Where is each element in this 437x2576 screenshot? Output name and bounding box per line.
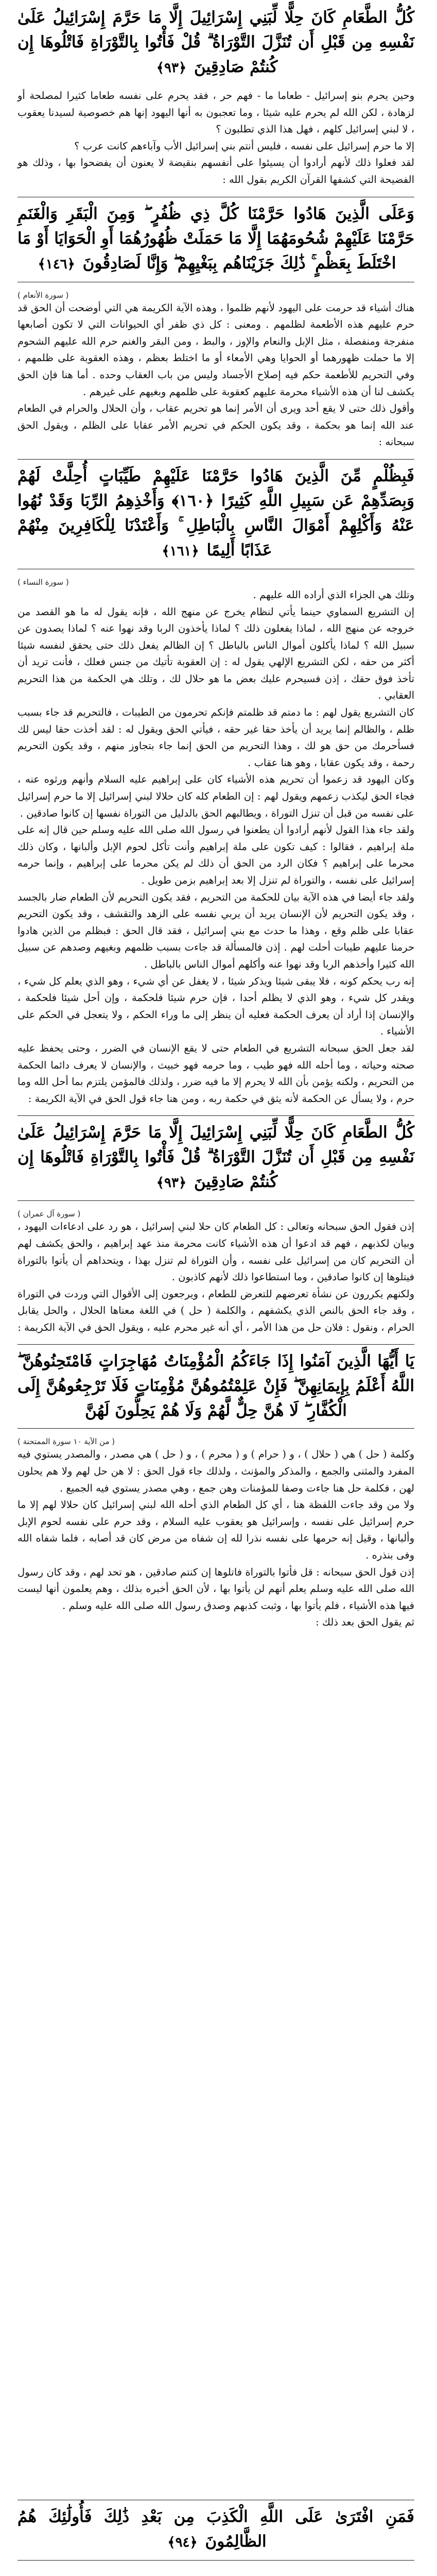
sura-reference: ( سورة الأنعام ) — [18, 290, 69, 300]
sura-reference: ( سورة آل عمران ) — [18, 1209, 81, 1219]
paragraph: وحين يحرم بنو إسرائيل - طعاما ما - فهم حر ، فقد يحرم على نفسه طعاما كثيرا لمصلحة أو لزهادة ، لكن الله لم يحرم عليه شيئا ، وما تعجبون به أنها اليهود إنها هم خصوصية لسيدنا يعقوب ، لا لبني إسرائيل كلهم ، فهل هذا الذي تطلبون ؟ — [18, 90, 414, 135]
paragraph: هناك أشياء قد حرمت على اليهود لأنهم ظلموا ، وهذه الآية الكريمة هي التي أوضحت أن الحق قد حرم عليهم هذه الأطعمة لظلمهم . ومعنى : كل ذي ظفر أي الحيوانات التي لا تكون أصابعها منفرجة ومنفصلة ، مثل الإبل والنعام والإوز ، والبط ، ومن البقر والغنم حرم الله عليهم الشحوم إلا ما حملت ظهورهما أو الحوايا وهي الأمعاء أو ما اختلط بعظم ، وهذه العقوبة على ظلمهم ، وفي التحريم للأطعمة حكم فيه إصلاح الأجساد وليس من باب العقاب وحده . أما هنا فإن الحق يكشف لنا أن هذه الأشياء محرمة عليهم كعقوبة على ظلمهم وبغيهم على غيرهم . — [18, 301, 414, 398]
paragraph: ولا من وقد جاءت اللفظة هنا ، أي كل الطعام الذي أحله الله لبني إسرائيل كان حلالا لهم إلا ما حرم إسرائيل على نفسه ، وإسرائيل هو يعقوب عليه السلام ، وقد حرم على نفسه لحوم الإبل وألبانها ، وقيل إنه حرمها على نفسه نذرا لله إن شفاه من مرض كان قد أصابه ، فلما شفاه الله وفى بنذره . — [18, 1499, 414, 1562]
verse-text: وَعَلَى الَّذِينَ هَادُوا حَرَّمْنَا كُلَّ ذِي ظُفُرٍ ۖ وَمِنَ الْبَقَرِ وَالْغَنَمِ حَرَّمْنَا عَلَيْهِمْ شُحُومَهُمَا إِلَّا مَا حَمَلَتْ ظُهُورُهُمَا أَوِ الْحَوَايَا أَوْ مَا اخْتَلَطَ بِعَظْمٍ ۚ ذَٰلِكَ جَزَيْنَاهُم بِبَغْيِهِمْ ۖ وَإِنَّا لَصَادِقُونَ — [18, 204, 414, 273]
ayah-number: ﴿٩٣﴾ — [156, 60, 187, 76]
ayah-number: ﴿١٦١﴾ — [162, 543, 199, 559]
paragraph: ولقد جاء أيضا في هذه الآية بيان للحكمة من التحريم ، فقد يكون التحريم لأن الطعام ضار بالجسد ، وقد يكون التحريم لأن الإنسان يريد أن يربي نفسه على الزهد والتقشف ، وقد يكون التحريم عقابا على ظلم وقع ، وهذا ما حدث مع بني إسرائيل ، فقد قال الحق : فبظلم من الذين هادوا حرمنا عليهم طيبات أحلت لهم . إذن فالمسألة قد جاءت بسبب ظلمهم وبغيهم وصدهم عن سبيل الله كثيرا وأخذهم الربا وقد نهوا عنه وأكلهم أموال الناس بالباطل . — [18, 891, 414, 970]
paragraph: إلا ما حرم إسرائيل على نفسه ، فليس أنتم بني إسرائيل الأب وآباءهم كانت عرب ؟ — [74, 140, 414, 152]
paragraph: كان التشريع يقول لهم : ما دمتم قد ظلمتم فإنكم تحرمون من الطيبات ، فالتحريم قد جاء بسبب ظلم ، والظالم إنما يريد أن يأخذ حقا غير حقه ، فيأتي الحق ويقول له : لقد أخذت حقا ليس لك فسأحرمك من حق هو لك ، وهذا التحريم من الحق إنما جاء بتجاوز منهم ، وقد يكون التحريم رحمة ، وقد يكون عقابا ، وهو هنا عقاب . — [18, 706, 414, 769]
quran-verse-box — [18, 459, 414, 569]
quran-verse — [18, 464, 414, 564]
quran-verse-box — [18, 1344, 414, 1429]
paragraph: ثم يقول الحق بعد ذلك : — [316, 1616, 414, 1629]
verse-text: يَا أَيُّهَا الَّذِينَ آمَنُوا إِذَا جَاءَكُمُ الْمُؤْمِنَاتُ مُهَاجِرَاتٍ فَامْتَحِنُوهُنَّ ۖ اللَّهُ أَعْلَمُ بِإِيمَانِهِنَّ ۖ فَإِنْ عَلِمْتُمُوهُنَّ مُؤْمِنَاتٍ فَلَا تَرْجِعُوهُنَّ إِلَى الْكُفَّارِ ۖ لَا هُنَّ حِلٌّ لَّهُمْ وَلَا هُمْ يَحِلُّونَ لَهُنَّ — [18, 1352, 414, 1420]
paragraph: وأقول ذلك حتى لا يقع أحد ويرى أن الأمر إنما هو تحريم عقاب ، وأن الحلال والحرام في الطعام عند الله إنما هو بحكمة ، وقد يكون الحكم في تحريم الأمر عقابا على الظلم ، ويقول الحق سبحانه : — [18, 402, 414, 448]
sura-reference: ( من الآية ١٠ سورة الممتحنة ) — [18, 1437, 115, 1447]
ayah-number: ﴿١٤٦﴾ — [38, 256, 75, 272]
closing-verse-box — [18, 2492, 414, 2569]
paragraph: وتلك هي الجزاء الذي أراده الله عليهم . — [253, 588, 414, 601]
paragraph: وكان اليهود قد زعموا أن تحريم هذه الأشياء كان على إبراهيم عليه السلام وأنهم ورثوه عنه ، فجاء الحق ليكذب زعمهم ويقول لهم : إن الطعام كله كان حلالا لبني إسرائيل إلا ما حرم إسرائيل على نفسه من قبل أن تنزل التوراة ، ويطالبهم الحق بالدليل من التوراة نفسها إن كانوا صادقين . — [18, 773, 414, 819]
ayah-number: ﴿٩٤﴾ — [167, 2535, 198, 2550]
sura-reference: ( سورة النساء ) — [18, 577, 69, 587]
verse-text: فَبِظُلْمٍ مِّنَ الَّذِينَ هَادُوا حَرَّمْنَا عَلَيْهِمْ طَيِّبَاتٍ أُحِلَّتْ لَهُمْ وَبِصَدِّهِمْ عَن سَبِيلِ اللَّهِ كَثِيرًا ﴿١٦٠﴾ وَأَخْذِهِمُ الرِّبَا وَقَدْ نُهُوا عَنْهُ وَأَكْلِهِمْ أَمْوَالَ النَّاسِ بِالْبَاطِلِ ۚ وَأَعْتَدْنَا لِلْكَافِرِينَ مِنْهُمْ عَذَابًا أَلِيمًا — [18, 466, 414, 560]
quran-verse — [18, 2504, 414, 2555]
quran-verse — [18, 1120, 414, 1195]
paragraph: إن التشريع السماوي حينما يأتي لنظام يخرج عن منهج الله ، فإنه يقول له ما هو القصد من خروجه عن منهج الله ، لماذا يفعلون ذلك ؟ لماذا يأخذون الربا وقد نهوا عنه ؟ لماذا يصدون عن سبيل الله ؟ لماذا يأكلون أموال الناس بالباطل ؟ إن الظالم يفعل ذلك حتى يحقق لنفسه شيئا أكثر من حقه ، لكن التشريع الإلهي يقول له : إن العقوبة تأتيك من جنس فعلك ، فأنت تريد أن تأخذ فوق حقك ، إذن فسيحرم عليك بعض ما هو حلال لك ، وتلك هي الحكمة من هذا التحريم العقابي . — [18, 605, 414, 702]
verse-text: فَمَنِ افْتَرَىٰ عَلَى اللَّهِ الْكَذِبَ مِن بَعْدِ ذَٰلِكَ فَأُولَٰئِكَ هُمُ الظَّالِمُونَ — [18, 2507, 414, 2551]
paragraph: ولقد جاء هذا القول لأنهم أرادوا أن يطعنوا في رسول الله صلى الله عليه وسلم حين قال إنه على ملة إبراهيم ، فقالوا : كيف تكون على ملة إبراهيم وأنت تأكل لحوم الإبل وألبانها ، وكان ذلك محرما على إبراهيم ؟ فكان الرد من الحق أن ذلك لم يكن محرما على إبراهيم ، وإنما حرمه إسرائيل على نفسه ، والتوراة لم تنزل إلا بعد إبراهيم بزمن طويل . — [18, 824, 414, 886]
verse-text: كُلُّ الطَّعَامِ كَانَ حِلًّا لِّبَنِي إِسْرَائِيلَ إِلَّا مَا حَرَّمَ إِسْرَائِيلُ عَلَىٰ نَفْسِهِ مِن قَبْلِ أَن تُنَزَّلَ التَّوْرَاةُ ۗ قُلْ فَأْتُوا بِالتَّوْرَاةِ فَاتْلُوهَا إِن كُنتُمْ صَادِقِينَ — [18, 8, 414, 76]
quran-verse — [18, 201, 414, 277]
paragraph: لقد فعلوا ذلك لأنهم أرادوا أن يسيئوا على أنفسهم بنقيضة لا يعنون أن يفضحوا بها ، وذلك هو الفضيحة التي كشفها القرآن الكريم بقول الله : — [18, 157, 414, 185]
ayah-number: ﴿٩٣﴾ — [156, 1175, 187, 1191]
paragraph: ولكنهم يكررون عن نشأة تعرضهم للتعرض للطعام ، ويرجعون إلى الأقوال التي وردت في التوراة ، وقد جاء الحق بالنص الذي يكشفهم ، والكلمة ( حل ) في اللغة معناها الحلال ، والحل يقابل الحرام ، ونقول : فلان حل من هذا الأمر ، أي أنه غير محرم عليه ، ويقول الحق في الآية الكريمة : — [18, 1287, 414, 1333]
paragraph: إذن قول الحق سبحانه : قل فأتوا بالتوراة فاتلوها إن كنتم صادقين ، هو تحد لهم ، وقد كان رسول الله صلى الله عليه وسلم يعلم أنهم لن يأتوا بها ، لأن الحق أخبره بذلك ، وهم يعلمون أنها ليست فيها هذه الأشياء ، فلم يأتوا بها ، وثبت كذبهم وصدق رسول الله صلى الله عليه وسلم . — [18, 1566, 414, 1612]
paragraph: وكلمة ( حل ) هي ( حلال ) ، و ( حرام ) و ( محرم ) ، و ( حل ) هي مصدر ، والمصدر يستوي فيه المفرد والمثنى والجمع ، والمذكر والمؤنث ، ولذلك جاء قول الحق : لا هن حل لهم ولا هم يحلون لهن ، فكلمة حل هنا جاءت وصفا للمؤمنات وهن جمع ، وهي مصدر يستوي فيه الجميع . — [18, 1448, 414, 1494]
verse-text: كُلُّ الطَّعَامِ كَانَ حِلًّا لِّبَنِي إِسْرَائِيلَ إِلَّا مَا حَرَّمَ إِسْرَائِيلُ عَلَىٰ نَفْسِهِ مِن قَبْلِ أَن تُنَزَّلَ التَّوْرَاةُ ۗ قُلْ فَأْتُوا بِالتَّوْرَاةِ فَاتْلُوهَا إِن كُنتُمْ صَادِقِينَ — [18, 1123, 414, 1192]
quran-verse — [18, 1349, 414, 1423]
paragraph: إنه رب يحكم كونه ، فلا يبقى شيئا ويذكر شيئا ، لا يغفل عن أي شيء ، وهو الذي يعلم كل شيء ، ويقدر كل شيء ، وهو الذي لا يظلم أحدا ، فإن حرم شيئا فلحكمة ، وإن أحل شيئا فلحكمة ، والإنسان إذا أراد أن يعرف الحكمة فعليه أن ينظر إلى ما وراء الحكم ، ولا يتعجل في الحكم على الأشياء . — [18, 975, 414, 1038]
paragraph: لقد جعل الحق سبحانه التشريع في الطعام حتى لا يقع الإنسان في الضرر ، وحتى يحفظ عليه صحته وحياته ، وما أحله الله فهو طيب ، وما حرمه فهو خبيث ، والإنسان لا يعرف دائما الحكمة من التحريم ، ولكنه يؤمن بأن الله لا يحرم إلا ما فيه ضرر ، ولذلك فالمؤمن يلتزم بما أحل الله وما حرم ، ولا يسأل عن الحكمة لأنه يثق في حكمة ربه ، ومن هنا جاء قول الحق في الآية الكريمة : — [18, 1042, 414, 1105]
quran-verse-box — [18, 2500, 414, 2561]
quran-verse-box — [18, 1115, 414, 1201]
quran-verse — [18, 5, 414, 80]
paragraph: إذن فقول الحق سبحانه وتعالى : كل الطعام كان حلا لبني إسرائيل ، هو رد على ادعاءات اليهود ، وبيان لكذبهم ، فهم قد ادعوا أن هذه الأشياء كانت محرمة منذ عهد إبراهيم ، والحق يكشف لهم أن التحريم كان من إسرائيل على نفسه ، وأن التوراة لم تنزل بهذا ، ويتحداهم أن يأتوا بالتوراة فيتلوها إن كانوا صادقين ، وما استطاعوا ذلك لأنهم كاذبون . — [18, 1221, 414, 1283]
quran-verse-box — [18, 197, 414, 282]
